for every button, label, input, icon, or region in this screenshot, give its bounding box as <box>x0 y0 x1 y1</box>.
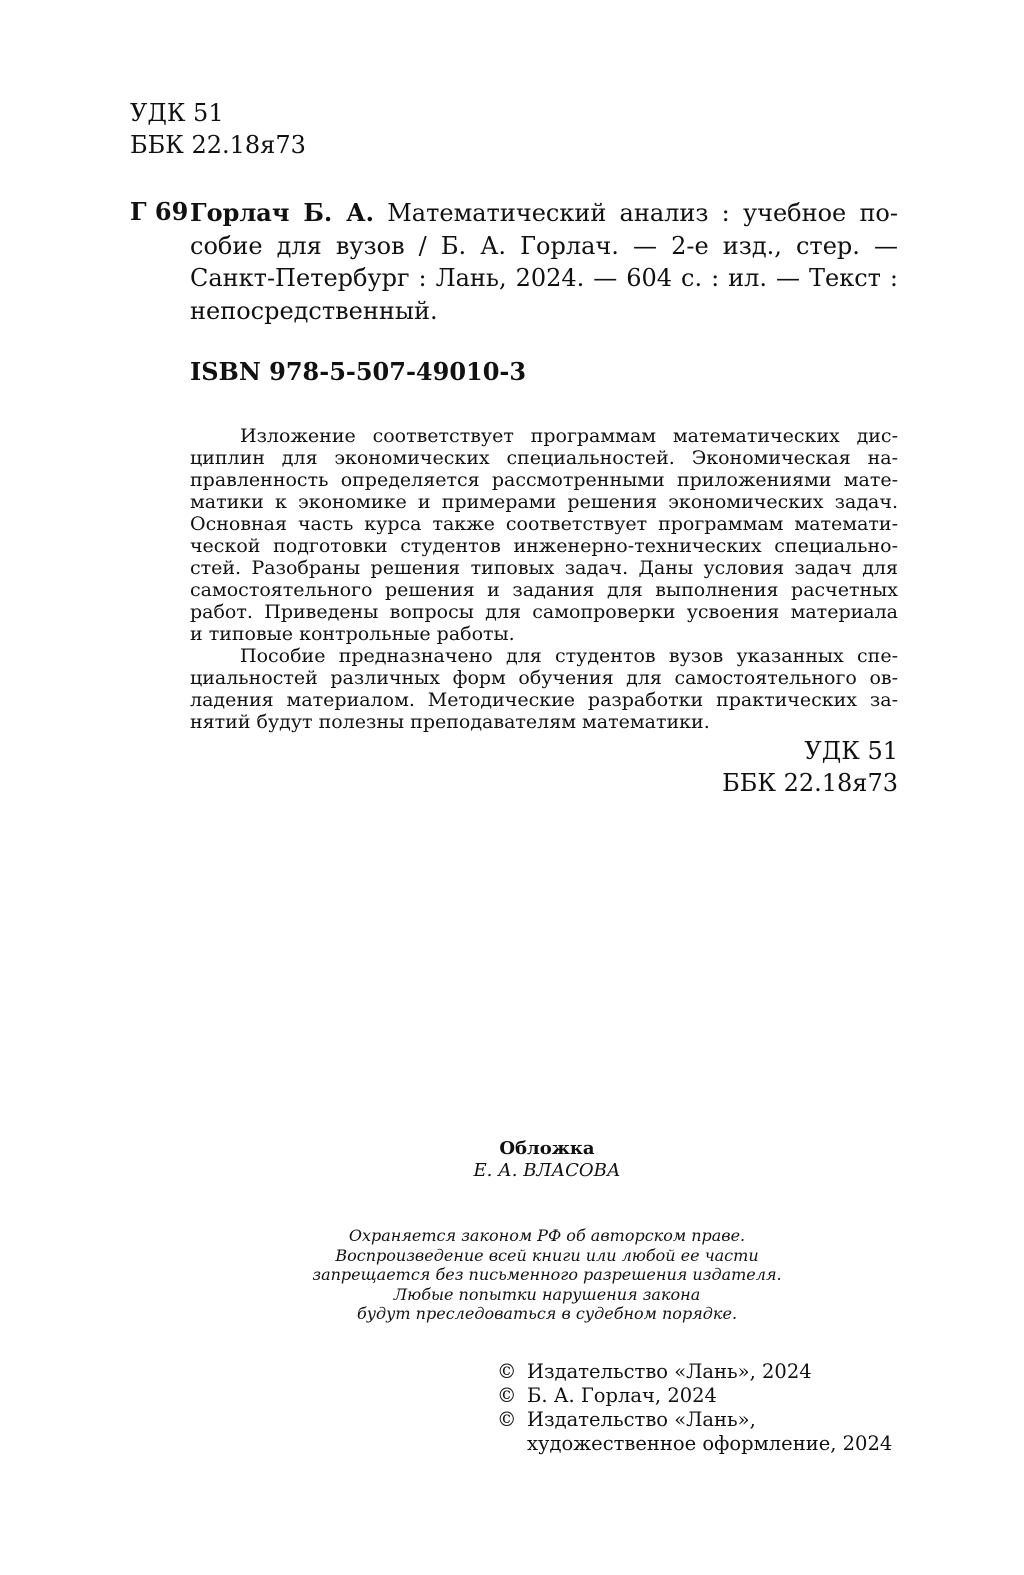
udk-code: УДК 51 <box>130 99 224 127</box>
notice-line: запрещается без письменного разрешения издателя. <box>312 1265 782 1284</box>
cover-credit <box>0 1138 1024 1182</box>
isbn: ISBN 978-5-507-49010-3 <box>190 357 527 386</box>
copyright-icon: © <box>497 1408 517 1431</box>
bibliography-line: Санкт-Петербург : Лань, 2024. — 604 с. : ил. — Текст : <box>190 264 898 292</box>
notice-line: Любые попытки нарушения закона <box>393 1284 701 1304</box>
bbk-code: ББК 22.18я73 <box>722 769 898 797</box>
copyright-list <box>497 1360 892 1456</box>
annotation-line: матики к экономике и примерами решения экономических задач. <box>190 491 898 513</box>
annotation-line: правленность определяется рассмотренными приложениями мате- <box>190 469 898 491</box>
author-name: Горлач Б. А. <box>190 198 375 227</box>
annotation-line: ладения материалом. Методические разработки практических за- <box>190 689 898 711</box>
annotation-line: циальностей различных форм обучения для самостоятельного ов- <box>190 667 898 689</box>
notice-line: Охраняется законом РФ об авторском праве. <box>348 1226 746 1245</box>
annotation-line: Изложение соответствует программам математических дис- <box>240 425 898 447</box>
bbk-code: ББК 22.18я73 <box>130 131 306 159</box>
copyright-icon: © <box>497 1384 517 1407</box>
copyright-notice <box>0 1226 1024 1324</box>
annotation-line: стей. Разобраны решения типовых задач. Даны условия задач для <box>190 557 898 579</box>
annotation-line: Основная часть курса также соответствует программам математи- <box>190 513 898 535</box>
notice-line: будут преследоваться в судебном порядке. <box>356 1304 738 1323</box>
cover-label: Обложка <box>499 1138 595 1159</box>
bibliographic-record <box>190 197 898 327</box>
copyright-item: © Издательство «Лань», <box>497 1408 756 1431</box>
annotation-line: и типовые контрольные работы. <box>190 623 515 645</box>
copyright-item: © Издательство «Лань», 2024 <box>497 1360 812 1383</box>
annotation <box>190 425 898 733</box>
annotation-line: нятий будут полезны преподавателям математики. <box>190 711 710 733</box>
annotation-line: работ. Приведены вопросы для самопроверки усвоения материала <box>190 601 898 623</box>
notice-line: Воспроизведение всей книги или любой ее части <box>335 1245 759 1265</box>
classification-bottom <box>722 735 898 799</box>
udk-code: УДК 51 <box>804 737 898 765</box>
copyright-item-continued: художественное оформление, 2024 <box>527 1432 893 1455</box>
bibliography-line: Горлач Б. А. Математический анализ : учебное по- <box>190 198 898 227</box>
author-code: Г 69 <box>130 197 189 226</box>
bibliography-line: непосредственный. <box>190 296 438 325</box>
bibliography-line: собие для вузов / Б. А. Горлач. — 2-е изд., стер. — <box>190 231 898 260</box>
copyright-item: © Б. А. Горлач, 2024 <box>497 1384 717 1407</box>
classification-top <box>130 97 306 161</box>
annotation-line: Пособие предназначено для студентов вузов указанных спе- <box>240 645 898 667</box>
annotation-line: циплин для экономических специальностей. Экономическая на- <box>190 447 898 469</box>
cover-designer: Е. А. ВЛАСОВА <box>473 1160 621 1181</box>
copyright-icon: © <box>497 1360 517 1383</box>
annotation-line: ческой подготовки студентов инженерно-технических специально- <box>190 535 898 557</box>
annotation-line: самостоятельного решения и задания для выполнения расчетных <box>190 579 898 601</box>
